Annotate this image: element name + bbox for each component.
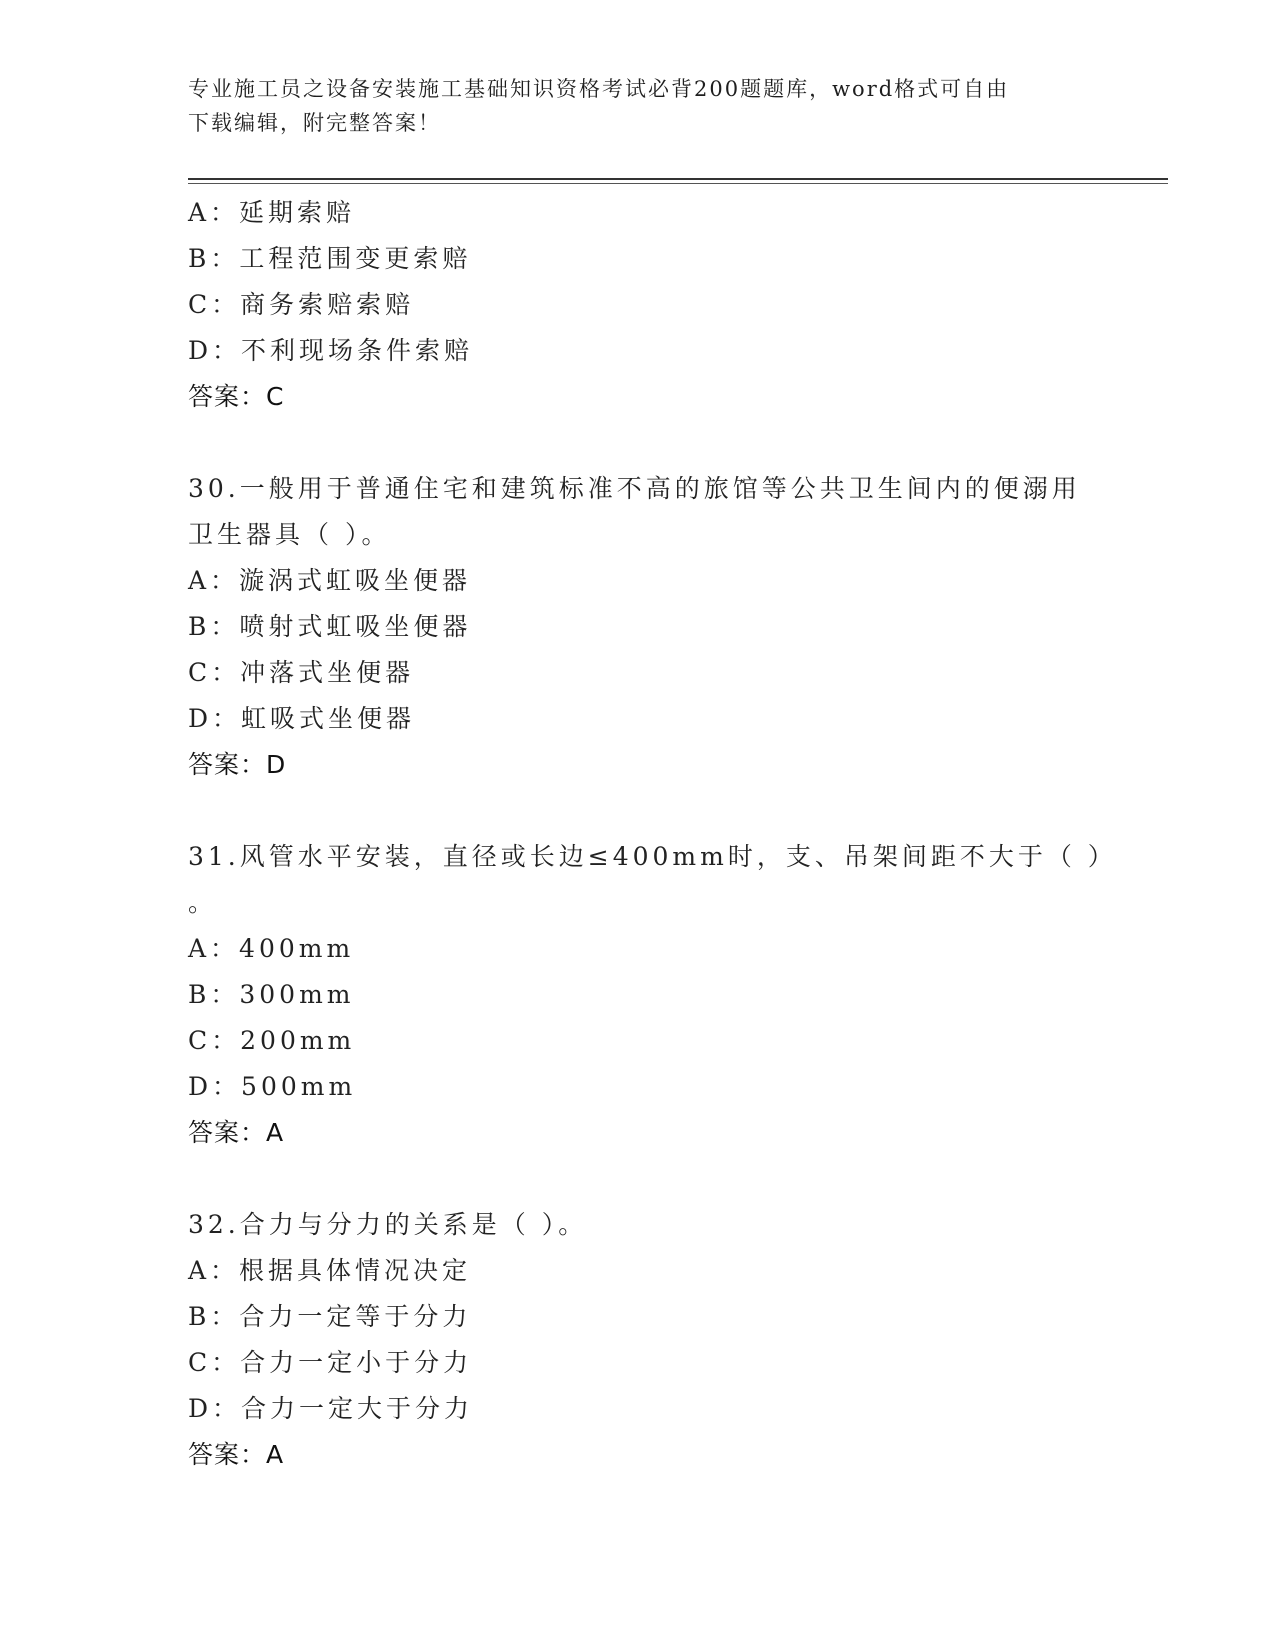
question-31	[188, 834, 1117, 1156]
option-c: C：合力一定小于分力	[188, 1348, 473, 1377]
answer: 答案：A	[188, 1118, 285, 1147]
option-b: B：工程范围变更索赔	[188, 244, 472, 273]
option-c: C：商务索赔索赔	[188, 290, 415, 319]
option-a: A：漩涡式虹吸坐便器	[188, 566, 472, 595]
answer: 答案：D	[188, 750, 287, 779]
option-b: B：300mm	[188, 980, 355, 1009]
option-a: A：延期索赔	[188, 198, 356, 227]
answer: 答案：C	[188, 382, 285, 411]
spacer	[188, 420, 1088, 466]
question-stem: 30.一般用于普通住宅和建筑标准不高的旅馆等公共卫生间内的便溺用	[188, 474, 1081, 503]
header-divider-thick	[188, 178, 1168, 180]
option-d: D：不利现场条件索赔	[188, 336, 474, 365]
option-c: C：冲落式坐便器	[188, 658, 415, 687]
option-d: D：500mm	[188, 1072, 357, 1101]
answer: 答案：A	[188, 1440, 285, 1469]
question-30	[188, 466, 1088, 788]
option-d: D：虹吸式坐便器	[188, 704, 416, 733]
spacer	[188, 788, 1088, 834]
option-a: A：根据具体情况决定	[188, 1256, 472, 1285]
question-stem-continued: 卫生器具（ ）。	[188, 520, 391, 549]
question-stem-continued: 。	[188, 888, 218, 917]
question-list	[188, 190, 1117, 1478]
question-stem: 31.风管水平安装，直径或长边≤400mm时，支、吊架间距不大于（ ）	[188, 842, 1117, 871]
question-29	[188, 190, 1088, 420]
header-line-1: 专业施工员之设备安装施工基础知识资格考试必背200题题库，word格式可自由	[188, 77, 1010, 101]
option-a: A：400mm	[188, 934, 355, 963]
option-d: D：合力一定大于分力	[188, 1394, 474, 1423]
question-stem: 32.合力与分力的关系是（ ）。	[188, 1210, 588, 1239]
document-header	[188, 72, 1068, 140]
header-divider-thin	[188, 183, 1168, 184]
spacer	[188, 1156, 1088, 1202]
option-c: C：200mm	[188, 1026, 356, 1055]
header-line-2: 下载编辑，附完整答案！	[188, 111, 441, 135]
option-b: B：喷射式虹吸坐便器	[188, 612, 472, 641]
question-32	[188, 1202, 1088, 1478]
option-b: B：合力一定等于分力	[188, 1302, 472, 1331]
